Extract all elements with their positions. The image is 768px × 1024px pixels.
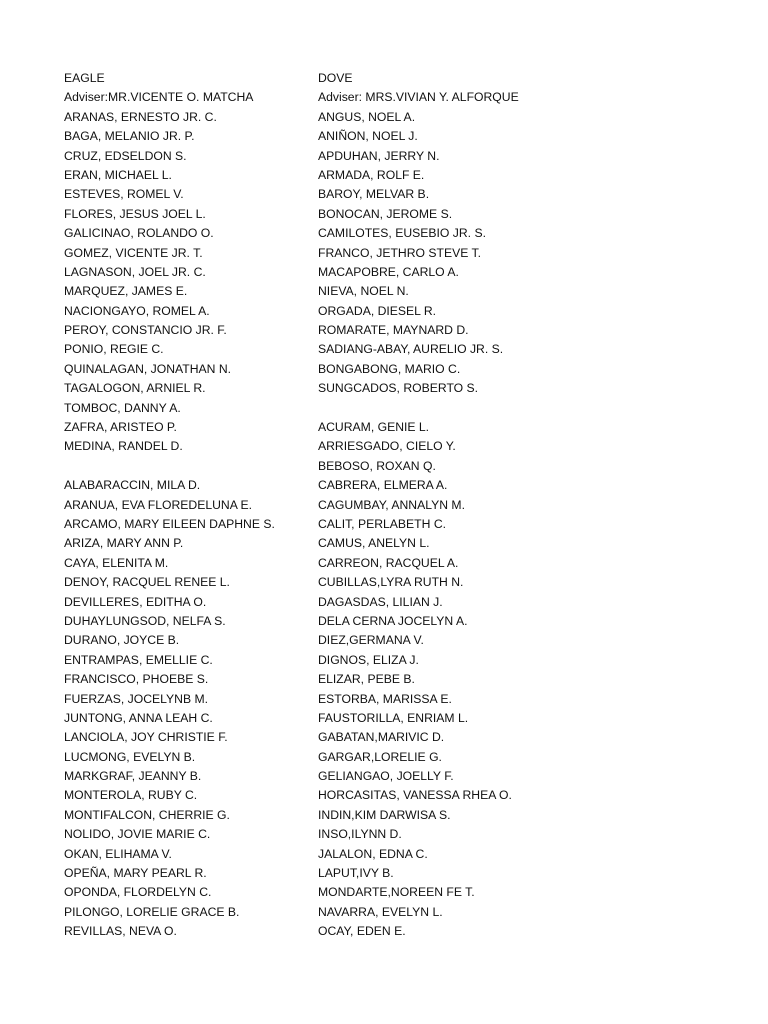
roster-entry: TOMBOC, DANNY A.: [64, 400, 181, 415]
roster-entry: OPONDA, FLORDELYN C.: [64, 885, 212, 900]
roster-entry: ESTEVES, ROMEL V.: [64, 187, 184, 202]
roster-entry: CAMUS, ANELYN L.: [318, 536, 430, 551]
roster-entry: FAUSTORILLA, ENRIAM L.: [318, 710, 469, 725]
roster-entry: GABATAN,MARIVIC D.: [318, 730, 445, 745]
roster-entry: LAPUT,IVY B.: [318, 866, 394, 881]
roster-entry: LAGNASON, JOEL JR. C.: [64, 264, 206, 279]
roster-entry: DEVILLERES, EDITHA O.: [64, 594, 207, 609]
roster-entry: DELA CERNA JOCELYN A.: [318, 613, 468, 628]
team-name: DOVE: [318, 71, 353, 85]
roster-entry: ESTORBA, MARISSA E.: [318, 691, 452, 706]
roster-entry: ARANUA, EVA FLOREDELUNA E.: [64, 497, 253, 512]
roster-entry: LANCIOLA, JOY CHRISTIE F.: [64, 730, 228, 745]
roster-entry: CABRERA, ELMERA A.: [318, 478, 448, 493]
roster-entry: JALALON, EDNA C.: [318, 846, 428, 861]
roster-entry: ALABARACCIN, MILA D.: [64, 478, 201, 493]
roster-entry: FUERZAS, JOCELYNB M.: [64, 691, 209, 706]
roster-entry: MACAPOBRE, CARLO A.: [318, 264, 459, 279]
roster-entry: TAGALOGON, ARNIEL R.: [64, 381, 206, 396]
roster-entry: HORCASITAS, VANESSA RHEA O.: [318, 788, 512, 803]
roster-entry: LUCMONG, EVELYN B.: [64, 749, 196, 764]
roster-entry: GELIANGAO, JOELLY F.: [318, 769, 454, 784]
roster-entry: ENTRAMPAS, EMELLIE C.: [64, 652, 213, 667]
roster-entry: PILONGO, LORELIE GRACE B.: [64, 904, 240, 919]
roster-entry: INSO,ILYNN D.: [318, 827, 402, 842]
roster-entry: SADIANG-ABAY, AURELIO JR. S.: [318, 342, 504, 357]
roster-entry: ACURAM, GENIE L.: [318, 420, 430, 435]
roster-entry: OCAY, EDEN E.: [318, 924, 406, 939]
roster-entry: APDUHAN, JERRY N.: [318, 148, 440, 163]
roster-entry: ANIÑON, NOEL J.: [318, 129, 418, 144]
roster-entry: FRANCO, JETHRO STEVE T.: [318, 245, 481, 260]
roster-entry: CAGUMBAY, ANNALYN M.: [318, 497, 465, 512]
roster-entry: DENOY, RACQUEL RENEE L.: [64, 575, 230, 590]
roster-entry: NIEVA, NOEL N.: [318, 284, 409, 299]
roster-entry: SUNGCADOS, ROBERTO S.: [318, 381, 479, 396]
roster-entry: ARRIESGADO, CIELO Y.: [318, 439, 456, 454]
roster-entry: QUINALAGAN, JONATHAN N.: [64, 361, 232, 376]
dove-column: [318, 69, 618, 942]
roster-entry: ELIZAR, PEBE B.: [318, 672, 415, 687]
roster-entry: DAGASDAS, LILIAN J.: [318, 594, 443, 609]
roster-entry: DIGNOS, ELIZA J.: [318, 652, 419, 667]
roster-entry: MONDARTE,NOREEN FE T.: [318, 885, 475, 900]
roster-entry: ARANAS, ERNESTO JR. C.: [64, 109, 217, 124]
roster-entry: ARCAMO, MARY EILEEN DAPHNE S.: [64, 516, 275, 531]
roster-entry: BONOCAN, JEROME S.: [318, 206, 453, 221]
roster-entry: ANGUS, NOEL A.: [318, 109, 416, 124]
roster-entry: NOLIDO, JOVIE MARIE C.: [64, 827, 211, 842]
roster-entry: BEBOSO, ROXAN Q.: [318, 458, 436, 473]
roster-entry: GALICINAO, ROLANDO O.: [64, 226, 214, 241]
roster-entry: ARIZA, MARY ANN P.: [64, 536, 184, 551]
roster-entry: REVILLAS, NEVA O.: [64, 924, 177, 939]
roster-entry: ARMADA, ROLF E.: [318, 167, 425, 182]
roster-entry: ORGADA, DIESEL R.: [318, 303, 437, 318]
roster-entry: NAVARRA, EVELYN L.: [318, 904, 443, 919]
roster-entry: INDIN,KIM DARWISA S.: [318, 807, 451, 822]
roster-entry: JUNTONG, ANNA LEAH C.: [64, 710, 213, 725]
roster-entry: BONGABONG, MARIO C.: [318, 361, 461, 376]
adviser-line: Adviser:MR.VICENTE O. MATCHA: [64, 90, 254, 105]
roster-entry: CAMILOTES, EUSEBIO JR. S.: [318, 226, 486, 241]
roster-entry: BAROY, MELVAR B.: [318, 187, 430, 202]
roster-entry: ERAN, MICHAEL L.: [64, 167, 172, 182]
roster-entry: GOMEZ, VICENTE JR. T.: [64, 245, 203, 260]
roster-entry: NACIONGAYO, ROMEL A.: [64, 303, 210, 318]
roster-entry: OPEÑA, MARY PEARL R.: [64, 866, 207, 881]
roster-entry: FRANCISCO, PHOEBE S.: [64, 672, 209, 687]
group-spacer: [318, 399, 618, 418]
roster-entry: BAGA, MELANIO JR. P.: [64, 129, 195, 144]
roster-entry: ROMARATE, MAYNARD D.: [318, 323, 469, 338]
roster-entry: MEDINA, RANDEL D.: [64, 439, 183, 454]
roster-entry: DURANO, JOYCE B.: [64, 633, 180, 648]
roster-entry: MARKGRAF, JEANNY B.: [64, 769, 202, 784]
roster-entry: PEROY, CONSTANCIO JR. F.: [64, 323, 227, 338]
roster-entry: FLORES, JESUS JOEL L.: [64, 206, 206, 221]
roster-entry: PONIO, REGIE C.: [64, 342, 164, 357]
roster-entry: ZAFRA, ARISTEO P.: [64, 420, 177, 435]
roster-entry: MONTIFALCON, CHERRIE G.: [64, 807, 230, 822]
roster-entry: GARGAR,LORELIE G.: [318, 749, 442, 764]
roster-entry: CUBILLAS,LYRA RUTH N.: [318, 575, 464, 590]
roster-entry: CALIT, PERLABETH C.: [318, 516, 447, 531]
roster-entry: CARREON, RACQUEL A.: [318, 555, 459, 570]
roster-entry: CRUZ, EDSELDON S.: [64, 148, 187, 163]
team-name: EAGLE: [64, 71, 105, 85]
roster-entry: MONTEROLA, RUBY C.: [64, 788, 198, 803]
adviser-line: Adviser: MRS.VIVIAN Y. ALFORQUE: [318, 90, 519, 105]
roster-entry: DIEZ,GERMANA V.: [318, 633, 424, 648]
roster-entry: CAYA, ELENITA M.: [64, 555, 169, 570]
roster-entry: OKAN, ELIHAMA V.: [64, 846, 172, 861]
roster-entry: DUHAYLUNGSOD, NELFA S.: [64, 613, 226, 628]
roster-entry: MARQUEZ, JAMES E.: [64, 284, 188, 299]
